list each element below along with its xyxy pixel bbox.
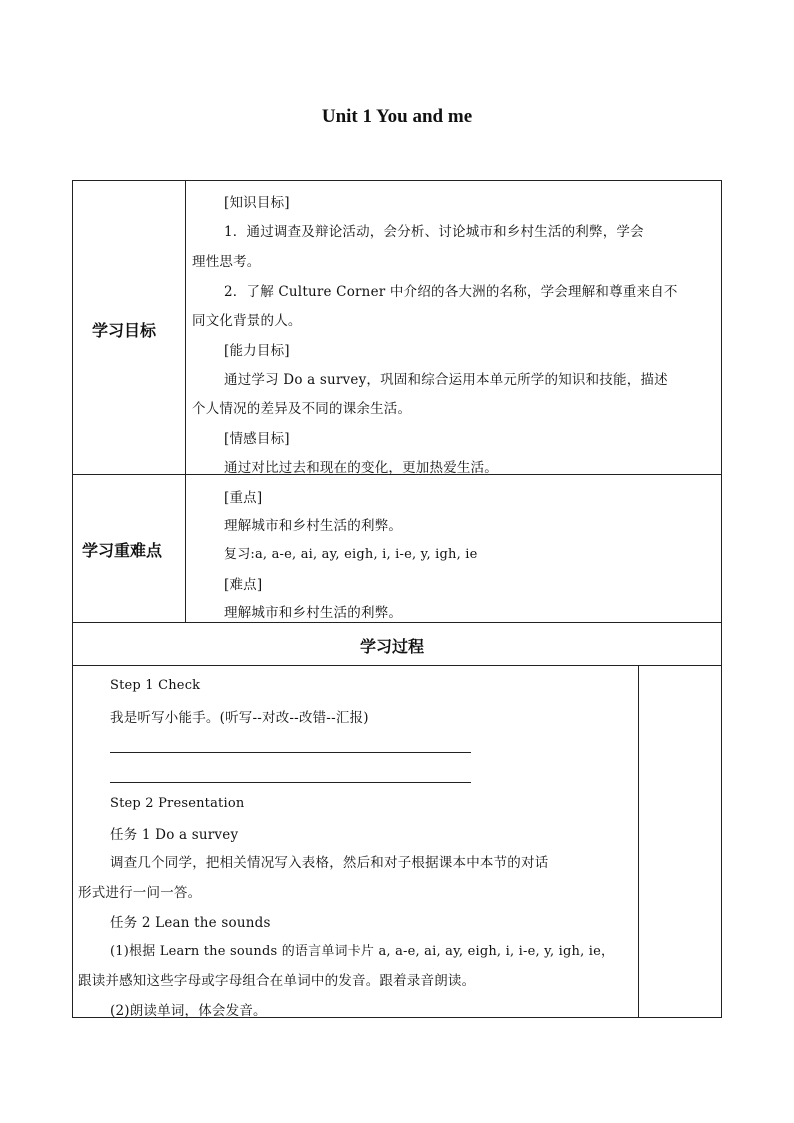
process-line: 任务 2 Lean the sounds (110, 915, 271, 931)
key-points-line: 理解城市和乡村生活的利弊。 (224, 605, 403, 621)
process-line: 跟读并感知这些字母或字母组合在单词中的发音。跟着录音朗读。 (78, 973, 476, 989)
page-title: Unit 1 You and me (321, 106, 473, 127)
process-heading: 学习过程 (360, 637, 425, 656)
objectives-line: 个人情况的差异及不同的课余生活。 (192, 401, 412, 417)
process-line: 任务 1 Do a survey (110, 827, 239, 843)
column-divider (638, 665, 639, 1018)
process-line: Step 2 Presentation (110, 796, 245, 811)
objectives-heading: 学习目标 (92, 321, 157, 340)
answer-blank-line (110, 752, 471, 753)
process-line: 我是听写小能手。(听写--对改--改错--汇报) (110, 710, 369, 726)
objectives-line: 通过对比过去和现在的变化，更加热爱生活。 (224, 460, 498, 476)
key-points-line: 理解城市和乡村生活的利弊。 (224, 518, 403, 534)
objectives-line: 理性思考。 (192, 254, 261, 270)
column-divider (185, 180, 186, 622)
answer-blank-line (110, 782, 471, 783)
key-points-heading: 学习重难点 (82, 541, 163, 560)
process-line: (1)根据 Learn the sounds 的语言单词卡片 a, a-e, ai, ay, eigh, i, i-e, y, igh, ie， (110, 944, 615, 959)
key-points-line: 复习:a, a-e, ai, ay, eigh, i, i-e, y, igh, ie (224, 547, 478, 562)
objectives-line: [能力目标] (224, 343, 290, 359)
process-line: 形式进行一问一答。 (78, 885, 202, 901)
objectives-line: 同文化背景的人。 (192, 313, 302, 329)
objectives-line: 2．了解 Culture Corner 中介绍的各大洲的名称，学会理解和尊重来自不 (224, 284, 678, 300)
process-line: (2)朗读单词，体会发音。 (110, 1003, 267, 1019)
process-line: 调查几个同学，把相关情况写入表格，然后和对子根据课本中本节的对话 (110, 855, 549, 871)
key-points-line: [难点] (224, 577, 263, 593)
objectives-line: [知识目标] (224, 195, 290, 211)
key-points-line: [重点] (224, 490, 263, 506)
process-line: Step 1 Check (110, 678, 201, 693)
objectives-line: 通过学习 Do a survey，巩固和综合运用本单元所学的知识和技能，描述 (224, 372, 668, 388)
objectives-line: 1．通过调查及辩论活动，会分析、讨论城市和乡村生活的利弊，学会 (224, 224, 644, 240)
objectives-line: [情感目标] (224, 431, 290, 447)
row-divider (72, 622, 722, 623)
row-divider (72, 665, 722, 666)
